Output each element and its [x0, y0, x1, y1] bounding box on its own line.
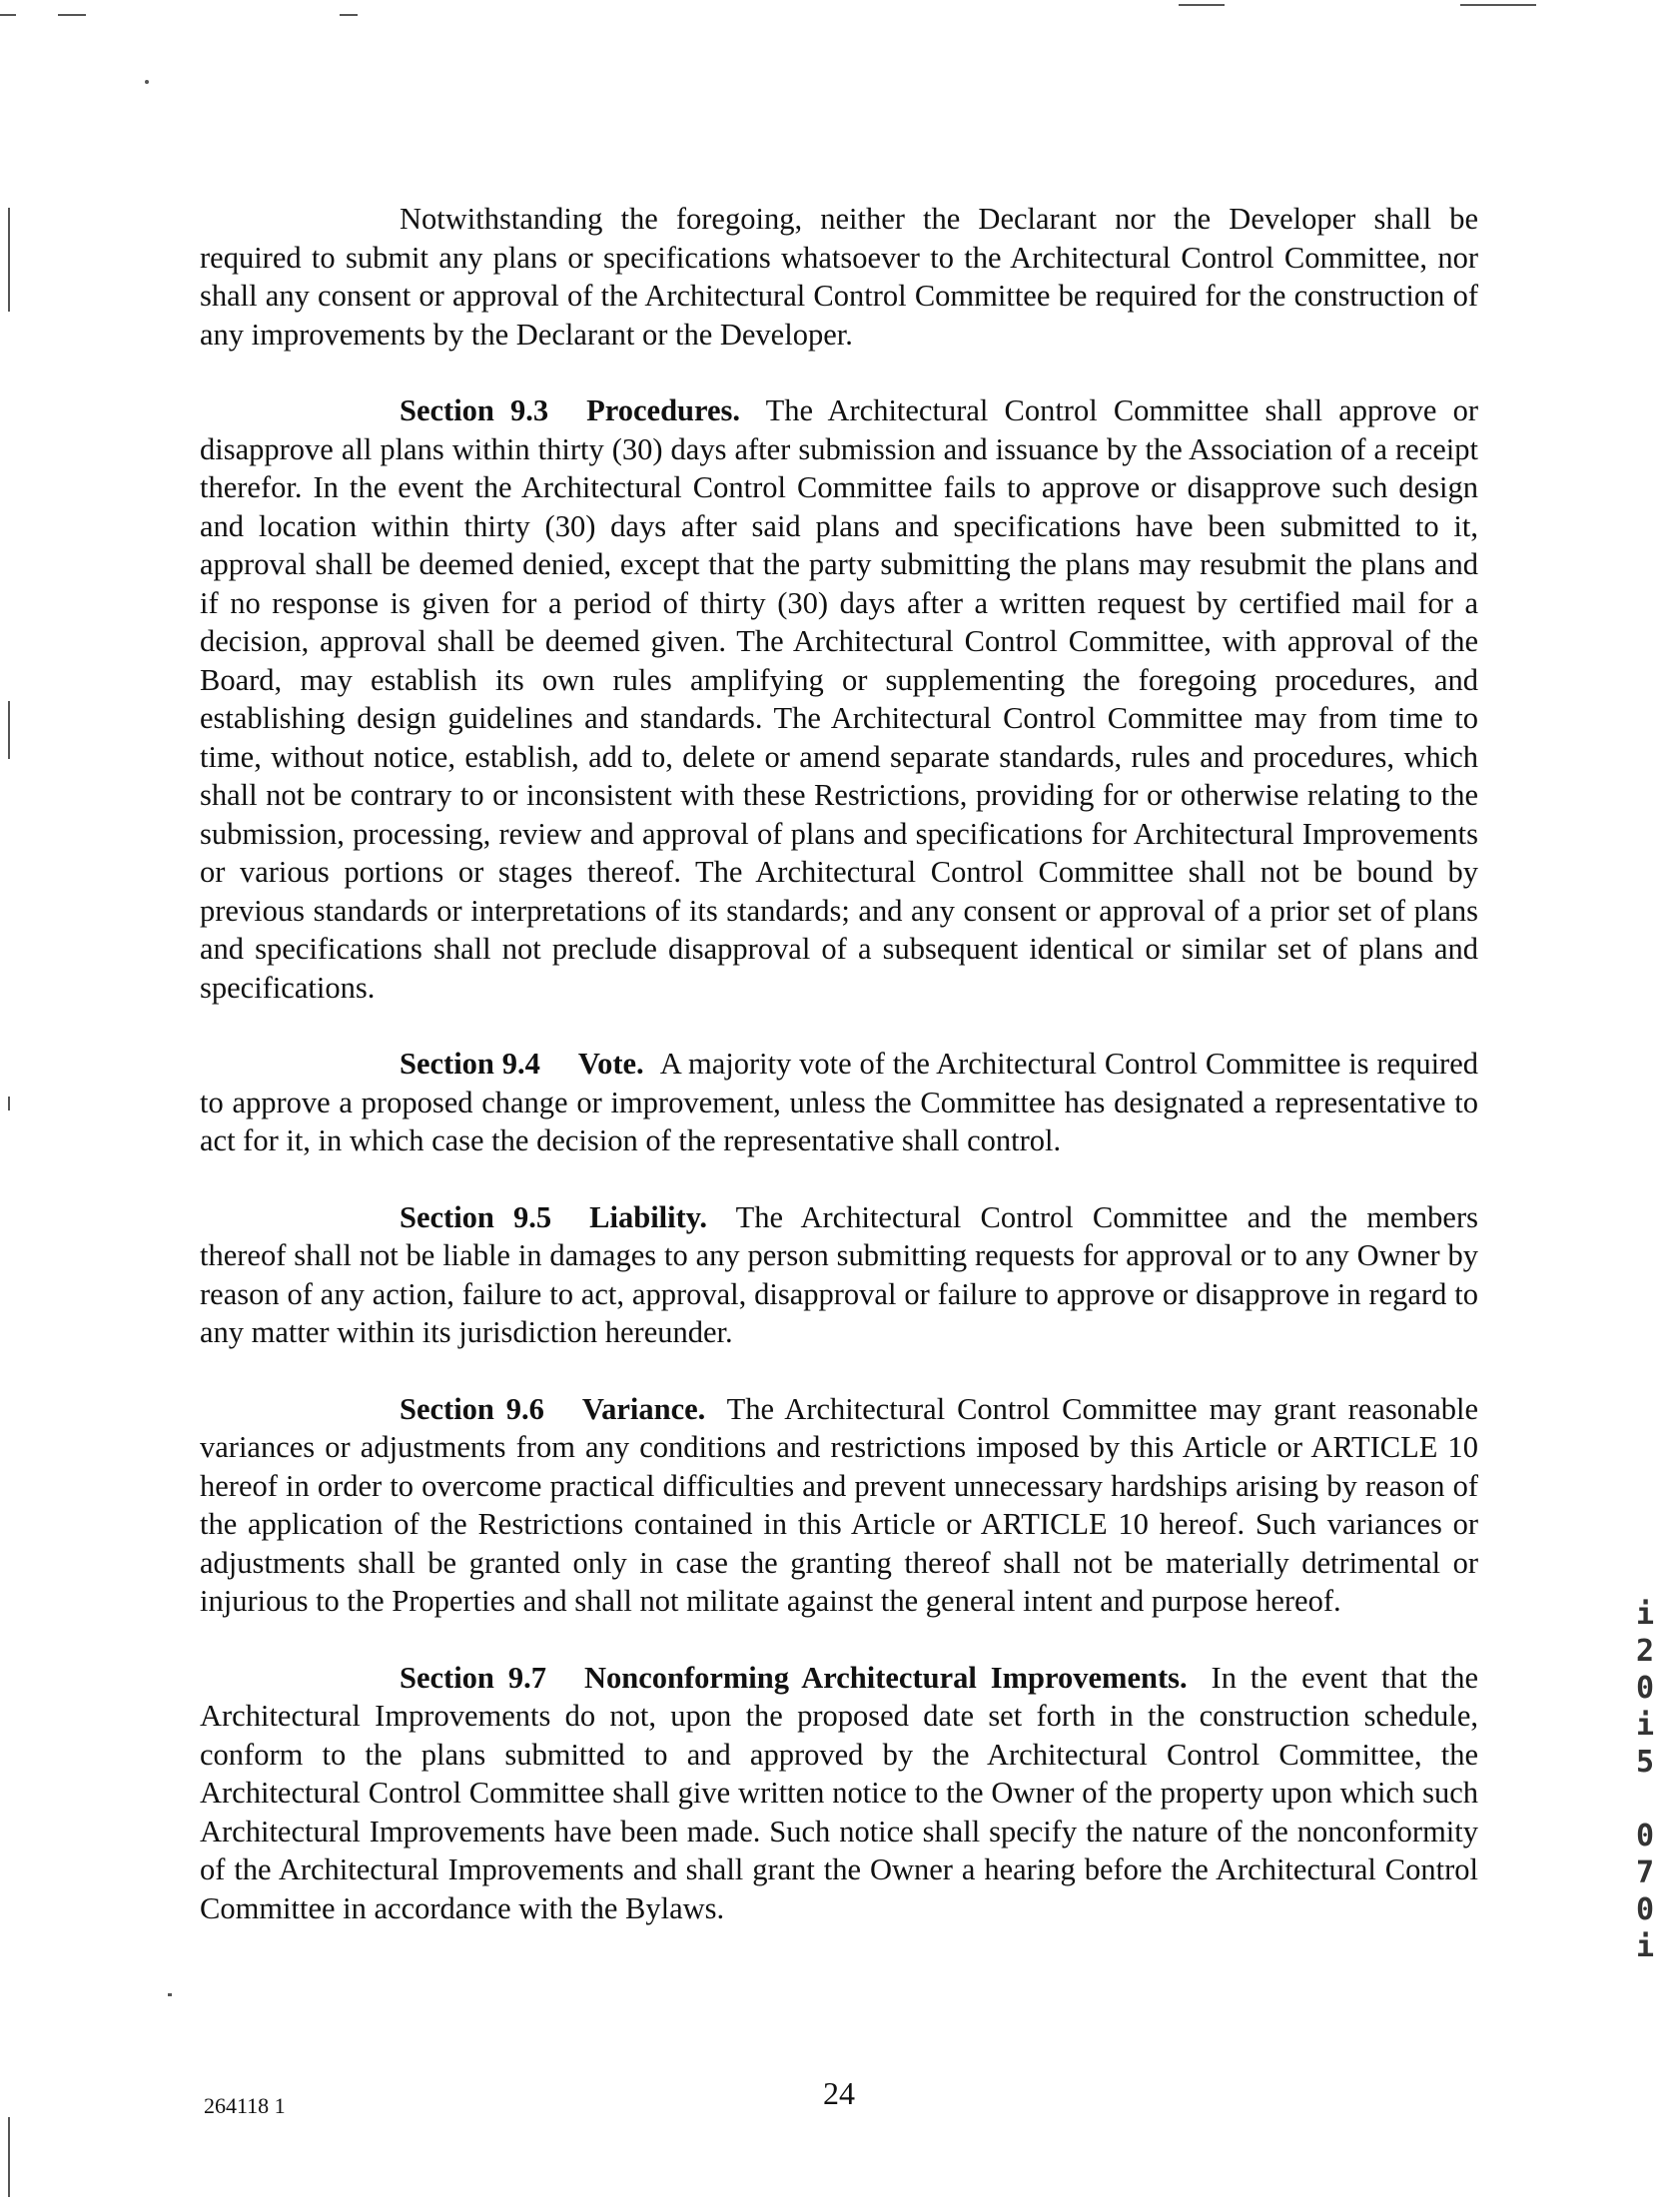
document-id: 264118 1: [204, 2093, 286, 2118]
stamp-char: 2: [1635, 1634, 1655, 1669]
scan-mark: [8, 701, 10, 759]
paragraph-text: In the event that the Architectural Improvements do not, upon the proposed date set forth in the construction schedule, conform to the plans submitted to and approved by the Architectural Control Committee, the Architectural Control Committee shall give written notice to the Owner of the property upon which such Architectural Improvements have been made. Such notice shall specify the nature of the nonconformity of the Architectural Improvements and shall grant the Owner a hearing before the Architectural Control Committee in accordance with the Bylaws.: [200, 1660, 1478, 1925]
stamp-char: 0: [1635, 1819, 1655, 1853]
section-number: Section 9.4: [400, 1047, 540, 1081]
section-title: Variance.: [581, 1391, 706, 1426]
section-title: Liability.: [589, 1199, 707, 1234]
scan-mark: [1460, 4, 1536, 6]
stamp-char: 7: [1635, 1855, 1655, 1890]
section-9-4-paragraph: [200, 1045, 1478, 1160]
scan-mark: [58, 14, 86, 16]
scan-mark: [0, 14, 16, 16]
intro-paragraph: [200, 200, 1478, 354]
section-number: Section 9.5: [400, 1199, 552, 1234]
section-title: Nonconforming Architectural Improvements.: [583, 1660, 1188, 1695]
stamp-char: i: [1635, 1929, 1655, 1964]
stamp-char: 5: [1635, 1745, 1655, 1780]
section-number: Section 9.3: [400, 393, 549, 427]
scan-mark: [8, 2117, 10, 2197]
stamp-char: 0: [1635, 1892, 1655, 1927]
paragraph-text: The Architectural Control Committee may grant reasonable variances or adjustments from any conditions and restrictions imposed by this Article or ARTICLE 10 hereof in order to overcome practical difficulties and prevent unnecessary hardships arising by reason of the application of the Restrictions contained in this Article or ARTICLE 10 hereof. Such variances or adjustments shall be granted only in case the granting thereof shall not be materially detrimental or injurious to the Properties and shall not militate against the general intent and purpose hereof.: [200, 1391, 1478, 1618]
document-body: [200, 200, 1478, 1965]
scan-mark: [168, 1993, 172, 1996]
paragraph-text: The Architectural Control Committee shall approve or disapprove all plans within thirty (30) days after submission and issuance by the Association of a receipt therefor. In the event the Architectural Control Committee fails to approve or disapprove such design and location within thirty (30) days after said plans and specifications have been submitted to it, approval shall be deemed denied, except that the party submitting the plans may resubmit the plans and if no response is given for a period of thirty (30) days after a written request by certified mail for a decision, approval shall be deemed given. The Architectural Control Committee, with approval of the Board, may establish its own rules amplifying or supplementing the foregoing procedures, and establishing design guidelines and standards. The Architectural Control Committee may from time to time, without notice, establish, add to, delete or amend separate standards, rules and procedures, which shall not be contrary to or inconsistent with these Restrictions, providing for or otherwise relating to the submission, processing, review and approval of plans and specifications for Architectural Improvements or various portions or stages thereof. The Architectural Control Committee shall not be bound by previous standards or interpretations of its standards; and any consent or approval of a prior set of plans and specifications shall not preclude disapproval of a subsequent identical or similar set of plans and specifications.: [200, 393, 1478, 1005]
section-9-6-paragraph: [200, 1390, 1478, 1621]
paragraph-text: Notwithstanding the foregoing, neither the Declarant nor the Developer shall be required to submit any plans or specifications whatsoever to the Architectural Control Committee, nor shall any consent or approval of the Architectural Control Committee be required for the construction of any improvements by the Declarant or the Developer.: [200, 202, 1478, 352]
page-number: 24: [823, 2075, 855, 2111]
margin-recording-stamp: [1630, 1596, 1660, 1965]
stamp-char: i: [1635, 1597, 1655, 1632]
section-number: Section 9.6: [400, 1391, 544, 1426]
paragraph-text: A majority vote of the Architectural Control Committee is required to approve a proposed change or improvement, unless the Committee has designated a representative to act for it, in which case the decision of the representative shall control.: [200, 1047, 1478, 1157]
section-9-7-paragraph: [200, 1659, 1478, 1928]
paragraph-text: The Architectural Control Committee and the members thereof shall not be liable in damages to any person submitting requests for approval or to any Owner by reason of any action, failure to act, approval, disapproval or failure to approve or disapprove in regard to any matter within its jurisdiction hereunder.: [200, 1199, 1478, 1349]
stamp-spacer: [1630, 1781, 1660, 1818]
scan-mark: [1179, 4, 1225, 6]
section-title: Procedures.: [586, 393, 741, 427]
scan-mark: [8, 208, 10, 312]
section-9-3-paragraph: [200, 391, 1478, 1007]
section-number: Section 9.7: [400, 1660, 546, 1695]
stamp-char: i: [1635, 1708, 1655, 1743]
stamp-char: 0: [1635, 1671, 1655, 1706]
scan-mark: [8, 1097, 10, 1110]
scan-mark: [145, 80, 149, 84]
section-9-5-paragraph: [200, 1198, 1478, 1352]
section-title: Vote.: [577, 1047, 644, 1081]
scan-mark: [340, 14, 358, 16]
